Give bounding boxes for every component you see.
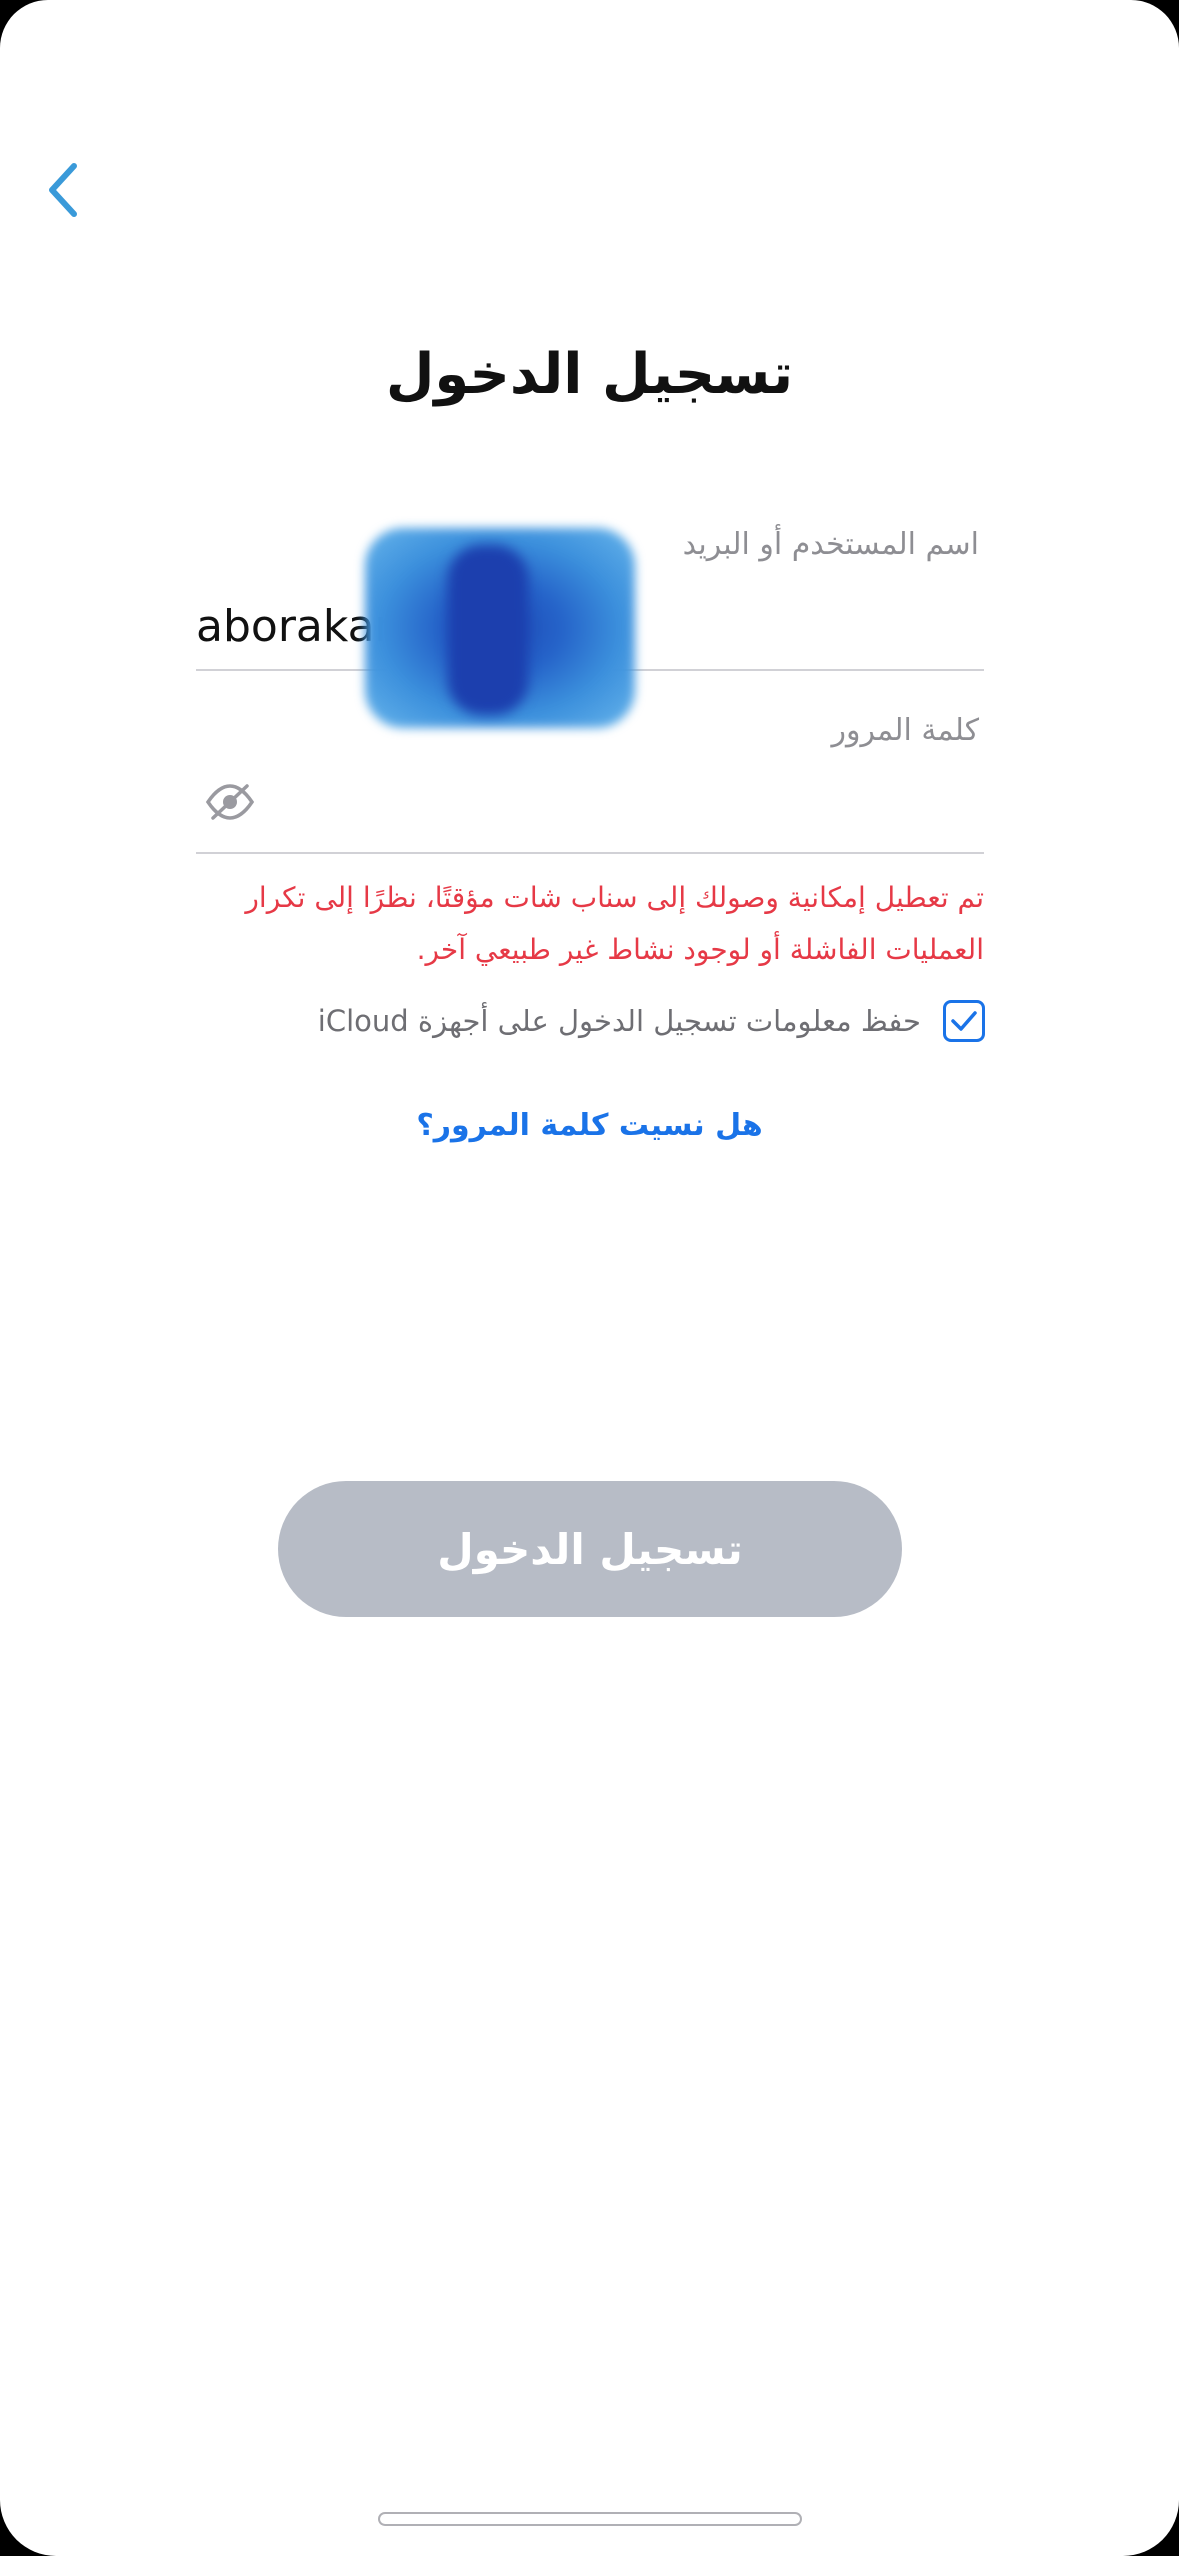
save-login-label: حفظ معلومات تسجيل الدخول على أجهزة iCloud bbox=[317, 1004, 921, 1038]
error-message: تم تعطيل إمكانية وصولك إلى سناب شات مؤقتًا، نظرًا إلى تكرار العمليات الفاشلة أو لوجود نشاط غير طبيعي آخر. bbox=[245, 881, 984, 966]
login-button[interactable]: تسجيل الدخول bbox=[278, 1481, 902, 1617]
back-button[interactable] bbox=[34, 150, 94, 230]
home-indicator bbox=[378, 2512, 802, 2526]
eye-slash-icon bbox=[205, 782, 255, 822]
page-title: تسجيل الدخول bbox=[385, 342, 794, 407]
password-visibility-toggle[interactable] bbox=[200, 772, 260, 832]
redaction-scribble-core bbox=[448, 545, 528, 715]
chevron-left-icon bbox=[44, 160, 84, 220]
checkmark-icon bbox=[950, 1009, 978, 1033]
username-label: اسم المستخدم أو البريد bbox=[682, 527, 979, 562]
save-login-checkbox-row[interactable] bbox=[318, 1000, 985, 1042]
save-login-checkbox[interactable] bbox=[943, 1000, 985, 1042]
forgot-password-link[interactable]: هل نسيت كلمة المرور؟ bbox=[416, 1108, 763, 1143]
password-label: كلمة المرور bbox=[831, 713, 979, 748]
password-input[interactable] bbox=[196, 764, 984, 854]
